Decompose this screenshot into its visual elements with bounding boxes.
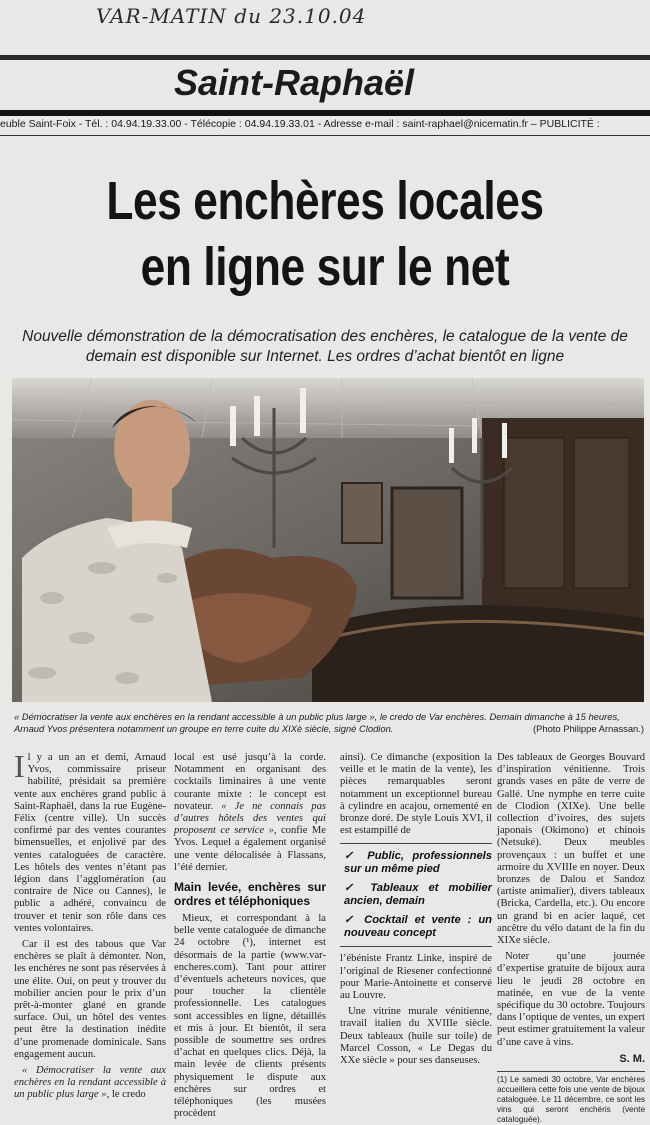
handwritten-source-note: VAR-MATIN du 23.10.04 — [96, 4, 367, 28]
paragraph: Mieux, et correspondant à la belle vente cataloguée de dimanche 24 octobre (¹), internet est désormais de la partie (www.var-encheres.com). Tant pour attirer d’éventuels acheteurs novices, que pour toucher la clientèle professionnelle. Les catalogues sont accessibles en ligne, détaillés et mis à jour. Et bientôt, il sera possible de soumettre ses ordres d’achat en quelques clics. Déjà, la main levée de clients présents physiquement le dispute aux enchères sur ordres et téléphoniques (les musées procèdent — [174, 913, 326, 1120]
headline-line-1: Les enchères locales — [106, 171, 544, 231]
paragraph-text: , le credo — [106, 1089, 146, 1101]
paragraph: Noter qu’une journée d’expertise gratuite de bijoux aura lieu le jeudi 28 octobre en matinée, en vue de la vente spécifique du 30 octobre. Toujours dans l’optique de ventes, un expert peut estimer gratuitement la valeur d’une cave à vins. — [497, 951, 645, 1048]
article-column-1 — [14, 748, 166, 1106]
caption-text: « Démocratiser la vente aux enchères en la rendant accessible à un public plus large », le credo de Var enchères. Demain dimanche à 15 heures, Arnaud Yvos présentera notamment un groupe en terre cuite du XIXè siècle, signé Clodion. — [14, 711, 620, 734]
photo-illustration — [12, 378, 644, 702]
photo-credit: (Photo Philippe Arnassan.) — [532, 723, 644, 734]
paragraph: Des tableaux de Georges Bouvard d’inspiration vénitienne. Trois grands vases en pâte de verre de Gallé. Une nymphe en terre cuite de Clodion (XIXe). Une belle collection d’ivoires, des sujets japonais (Okimono) et chinois (Netsuké). Deux meubles provençaux : un buffet et une armoire du XVIIIe en noyer. Deux bronzes de Dalou et Sandoz (artiste animalier), divers tableaux (Bricka, Cardella, etc.). Ou encore un grand bi en acier laqué, cet ancêtre du vélo datant de la fin du XIXe siècle. — [497, 752, 645, 947]
quote-text: « Démocratiser la vente aux enchères en la rendant accessible à un public plus large » — [14, 1065, 166, 1101]
headline — [75, 168, 575, 300]
paragraph — [14, 1065, 166, 1102]
highlight-item: ✓ Public, professionnels sur un même pied — [344, 850, 492, 876]
paragraph: l’ébéniste Frantz Linke, inspiré de l’original de Riesener confectionné pour Marie-Antoinette et conservé au Louvre. — [340, 953, 492, 1002]
article-column-3 — [340, 752, 492, 1071]
top-rule — [0, 55, 650, 60]
quote-text: « Je ne connais pas d’autres hôtels des ventes qui proposent ce service » — [174, 800, 326, 837]
paragraph — [174, 752, 326, 874]
paragraph-text: , confie Me Yvos. Lequel a également organisé une vente délocalisée à Flassans, l’été dernier. — [174, 825, 326, 873]
article-column-4 — [497, 752, 645, 1125]
paragraph-text: local est usé jusqu’à la corde. Notamment en organisant des cocktails liminaires à une vente courante mixte : le concept est novateur. — [174, 752, 326, 812]
paragraph: Une vitrine murale vénitienne, travail italien du XVIIIe siècle. Deux tableaux (huile sur toile) de Marcel Cosson, « Le Degas du XXe siècle » pour ses danseuses. — [340, 1006, 492, 1067]
highlights-box — [340, 843, 492, 947]
footnote: (1) Le samedi 30 octobre, Var enchères accueillera cette fois une vente de bijoux cataloguée. Le 11 décembre, ce sont les vins qui seront enchéris (vente cataloguée). — [497, 1071, 645, 1125]
highlight-item: ✓ Cocktail et vente : un nouveau concept — [344, 914, 492, 940]
paragraph — [14, 748, 166, 935]
photo-caption — [14, 711, 644, 735]
paragraph: ainsi). Ce dimanche (exposition la veille et le matin de la vente), les pièces remarquables seront notamment un exceptionnel bureau à cylindre en acajou, ornementé en bronze doré. De style Louis XVI, il est estampillé de — [340, 752, 492, 837]
paragraph: Car il est des tabous que Var enchères se plaît à démonter. Non, les enchères ne sont pas réservées à une élite. Oui, on peut y trouver du mobilier ancien pour le prix d’un prêt-à-monter glané en grande surface. Oui, un hôtel des ventes peut être la destination inédite d’une promenade dominicale. Sans engagement aucun. — [14, 939, 166, 1060]
drop-cap: I — [14, 748, 25, 784]
standfirst: Nouvelle démonstration de la démocratisation des enchères, le catalogue de la vente de demain est disponible sur Internet. Les ordres d’achat bientôt en ligne — [22, 328, 628, 365]
contact-rule — [0, 135, 650, 136]
headline-line-2: en ligne sur le net — [140, 237, 510, 297]
author-signature: S. M. — [619, 1052, 645, 1065]
article-photo — [12, 378, 644, 702]
subheading: Main levée, enchères sur ordres et téléphoniques — [174, 880, 326, 909]
highlight-item: ✓ Tableaux et mobilier ancien, demain — [344, 882, 492, 908]
article-column-2 — [174, 752, 326, 1124]
section-title: Saint-Raphaël — [174, 62, 415, 103]
contact-line: eub​le Saint-Foix - Tél. : 04.94.19.33.00 - Télécopie : 04.94.19.33.01 - Adresse e-mail : saint-raphael@nicematin.fr – PUBLICITÉ : — [0, 118, 600, 130]
section-rule — [0, 110, 650, 116]
paragraph-text: l y a un an et demi, Arnaud Yvos, commissaire priseur habilité, présidait sa première vente aux enchères grand public à Saint-Raphaël, dans la rue Eugène-Félix (centre ville). Un succès confirmé par des ventes courantes bimensuelles, et enjolivé par des ventes cataloguées de caractère. Les hôtels des ventes n’étant pas légion dans l’agglomération (au contraire de Nice ou Cannes), le public a adhéré, convaincu de trouver et tenir son rôle dans ces ventes volontaires. — [14, 752, 166, 934]
